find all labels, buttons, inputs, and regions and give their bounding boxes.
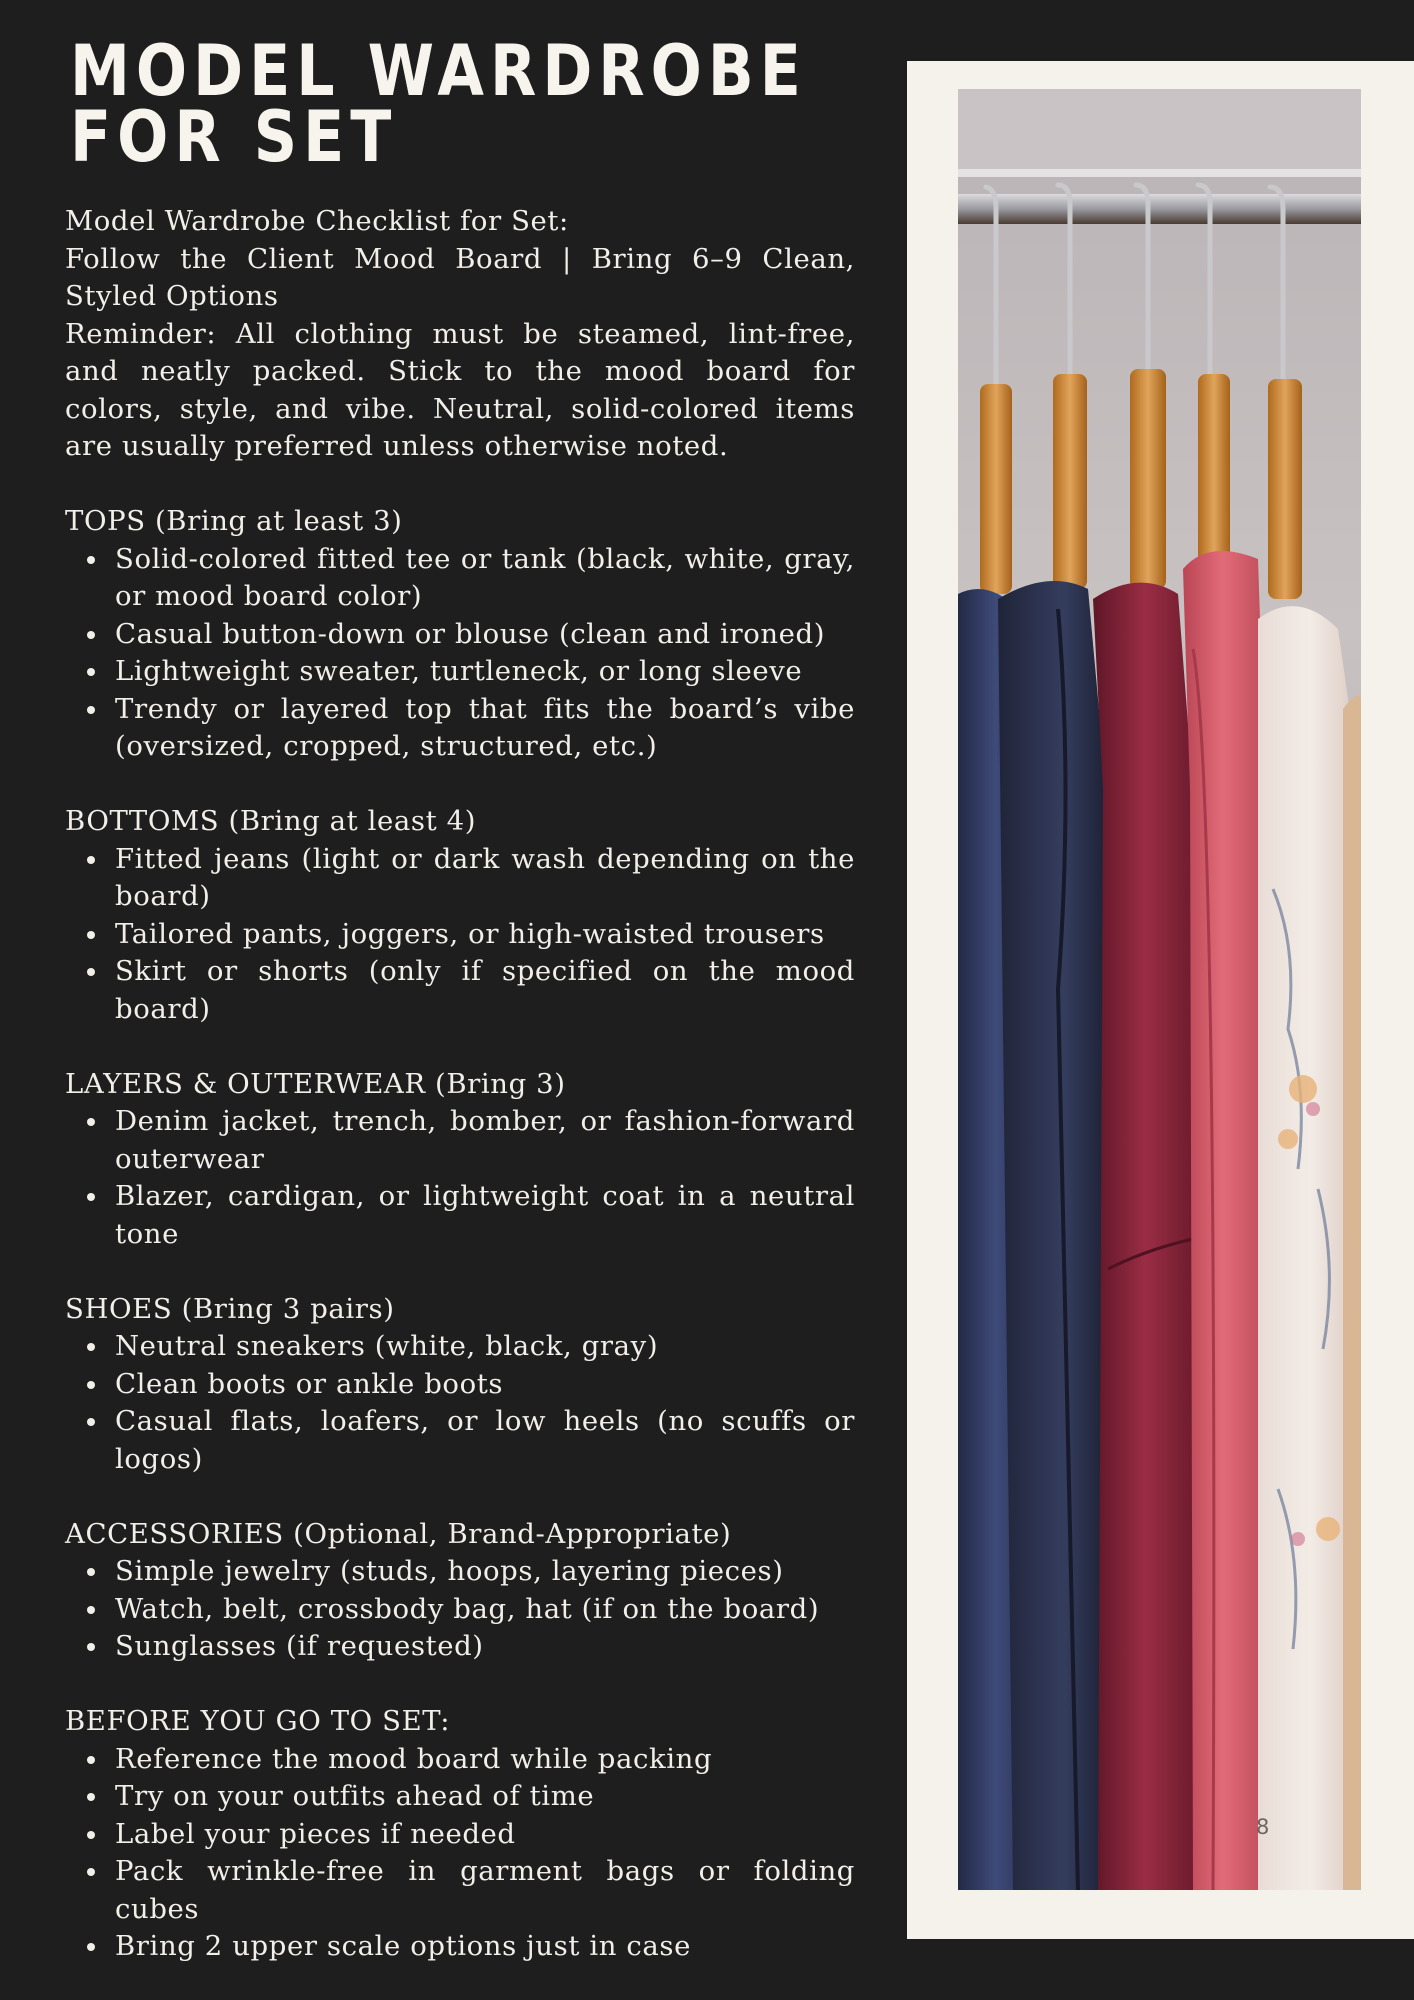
item-list <box>65 1103 855 1253</box>
intro-reminder: Reminder: All clothing must be steamed, lint-free, and neatly packed. Stick to the mood board for colors, style, and vibe. Neutral, solid-colored items are usually preferred unless otherwise noted. <box>65 317 855 462</box>
list-item: Solid-colored fitted tee or tank (black, white, gray, or mood board color) <box>115 541 855 616</box>
list-item: Tailored pants, joggers, or high-waisted trousers <box>115 916 855 954</box>
section-heading: BOTTOMS (Bring at least 4) <box>65 805 477 837</box>
list-item: Label your pieces if needed <box>115 1816 855 1854</box>
intro-heading: Model Wardrobe Checklist for Set: <box>65 205 569 237</box>
list-item: Denim jacket, trench, bomber, or fashion-forward outerwear <box>115 1103 855 1178</box>
section-heading: BEFORE YOU GO TO SET: <box>65 1705 451 1737</box>
clothing-rack-photo <box>958 89 1361 1890</box>
intro <box>65 203 855 466</box>
list-item: Trendy or layered top that fits the board’s vibe (oversized, cropped, structured, etc.) <box>115 691 855 766</box>
section-tops <box>65 503 855 766</box>
list-item: Try on your outfits ahead of time <box>115 1778 855 1816</box>
list-item: Bring 2 upper scale options just in case <box>115 1928 855 1966</box>
section-heading: TOPS (Bring at least 3) <box>65 505 403 537</box>
title-line-2: FOR SET <box>70 96 398 178</box>
item-list <box>65 541 855 766</box>
list-item: Simple jewelry (studs, hoops, layering pieces) <box>115 1553 855 1591</box>
section-bottoms <box>65 803 855 1028</box>
item-list <box>65 1741 855 1966</box>
photo-frame <box>907 61 1414 1939</box>
item-list <box>65 1328 855 1478</box>
list-item: Clean boots or ankle boots <box>115 1366 855 1404</box>
section-before-you-go <box>65 1703 855 1966</box>
item-list <box>65 841 855 1029</box>
section-heading: ACCESSORIES (Optional, Brand-Appropriate) <box>65 1517 732 1550</box>
list-item: Blazer, cardigan, or lightweight coat in a neutral tone <box>115 1178 855 1253</box>
section-accessories <box>65 1516 855 1666</box>
list-item: Skirt or shorts (only if specified on the mood board) <box>115 953 855 1028</box>
section-heading: SHOES (Bring 3 pairs) <box>65 1292 395 1325</box>
page-number: 8 <box>1256 1815 1270 1839</box>
list-item: Sunglasses (if requested) <box>115 1628 855 1666</box>
section-heading: LAYERS & OUTERWEAR (Bring 3) <box>65 1067 566 1100</box>
list-item: Reference the mood board while packing <box>115 1741 855 1779</box>
checklist-content <box>65 203 855 1966</box>
list-item: Pack wrinkle-free in garment bags or folding cubes <box>115 1853 855 1928</box>
list-item: Fitted jeans (light or dark wash depending on the board) <box>115 841 855 916</box>
list-item: Casual flats, loafers, or low heels (no scuffs or logos) <box>115 1403 855 1478</box>
clothing-rack-illustration <box>958 89 1361 1890</box>
section-layers-outerwear <box>65 1066 855 1254</box>
title-line-1: MODEL WARDROBE <box>70 30 807 112</box>
list-item: Casual button-down or blouse (clean and ironed) <box>115 616 855 654</box>
item-list <box>65 1553 855 1666</box>
page-title <box>70 30 807 178</box>
section-shoes <box>65 1291 855 1479</box>
list-item: Neutral sneakers (white, black, gray) <box>115 1328 855 1366</box>
intro-subheading: Follow the Client Mood Board | Bring 6–9 Clean, Styled Options <box>65 242 855 312</box>
list-item: Lightweight sweater, turtleneck, or long sleeve <box>115 653 855 691</box>
list-item: Watch, belt, crossbody bag, hat (if on the board) <box>115 1591 855 1629</box>
